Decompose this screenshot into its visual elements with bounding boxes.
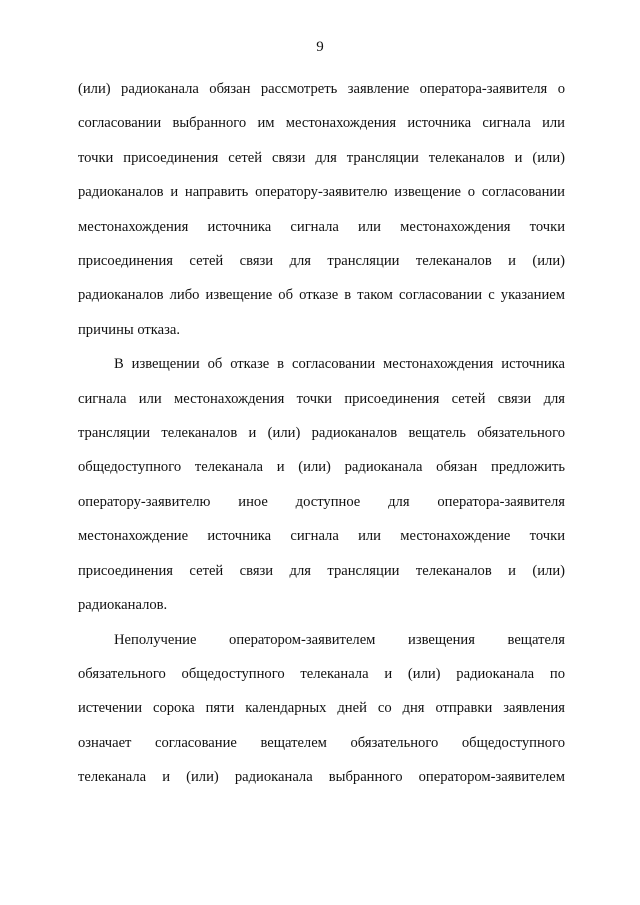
text-line: трансляции телеканалов и (или) радиоканалов вещатель обязательного (78, 425, 565, 442)
text-line: причины отказа. (78, 321, 181, 338)
text-line: местонахождение источника сигнала или местонахождение точки (78, 528, 565, 545)
text-line: В извещении об отказе в согласовании местонахождения источника (114, 356, 565, 373)
text-line: сигнала или местонахождения точки присоединения сетей связи для (78, 390, 565, 407)
text-line: Неполучение оператором-заявителем извещения вещателя (114, 631, 565, 648)
document-body (78, 72, 565, 795)
text-line: означает согласование вещателем обязательного общедоступного (78, 734, 565, 751)
paragraph-3 (78, 623, 565, 795)
text-line: радиоканалов. (78, 597, 168, 614)
text-line: радиоканалов и направить оператору-заявителю извещение о согласовании (78, 184, 565, 201)
text-line: местонахождения источника сигнала или местонахождения точки (78, 218, 565, 235)
text-line: (или) радиоканала обязан рассмотреть заявление оператора-заявителя о (78, 81, 565, 97)
text-line: присоединения сетей связи для трансляции телеканалов и (или) (78, 562, 565, 579)
text-line: радиоканалов либо извещение об отказе в таком согласовании с указанием (78, 287, 565, 304)
page-number: 9 (316, 39, 324, 55)
text-line: согласовании выбранного им местонахождения источника сигнала или (78, 115, 565, 132)
text-line: общедоступного телеканала и (или) радиоканала обязан предложить (78, 459, 565, 476)
text-line: телеканала и (или) радиоканала выбранного оператором-заявителем (78, 769, 565, 786)
text-line: истечении сорока пяти календарных дней со дня отправки заявления (78, 700, 565, 717)
paragraph-2 (78, 347, 565, 622)
text-line: присоединения сетей связи для трансляции телеканалов и (или) (78, 253, 565, 270)
text-line: оператору-заявителю иное доступное для оператора-заявителя (78, 493, 565, 510)
text-line: обязательного общедоступного телеканала и (или) радиоканала по (78, 665, 565, 682)
paragraph-1 (78, 72, 565, 347)
text-line: точки присоединения сетей связи для трансляции телеканалов и (или) (78, 149, 565, 166)
